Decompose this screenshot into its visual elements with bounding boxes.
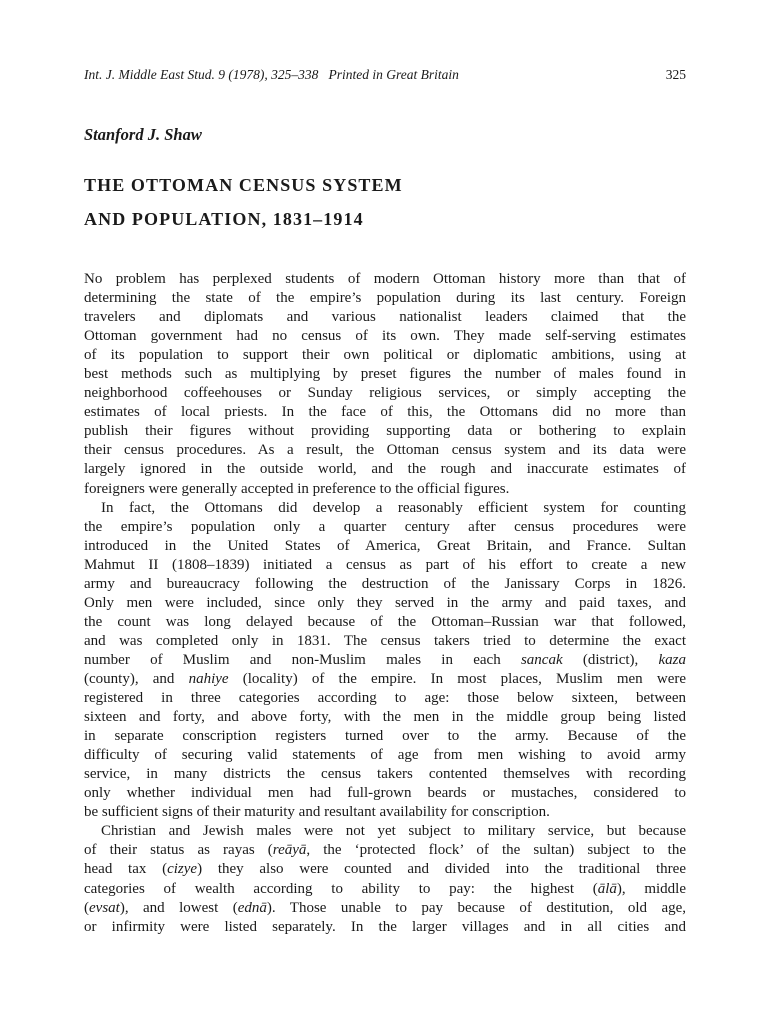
body-line: in separate conscription registers turned over to the army. Because of the: [84, 728, 686, 745]
journal-citation: Int. J. Middle East Stud. 9 (1978), 325–338: [84, 67, 319, 82]
italic-term: reāyā: [272, 842, 307, 859]
body-line: number of Muslim and non-Muslim males in each sancak (district), kaza: [84, 651, 687, 668]
italic-term: evsat: [89, 899, 120, 916]
body-line: and was completed only in 1831. The census takers tried to determine the exact: [84, 632, 686, 649]
body-line: Ottoman government had no census of its own. They made self-serving estimates: [84, 328, 686, 345]
body-line: Only men were included, since only they served in the army and paid taxes, and: [84, 594, 686, 611]
body-line: head tax (cizye) they also were counted and divided into the traditional three: [84, 861, 686, 878]
body-line: of their status as rayas (reāyā, the ‘protected flock’ of the sultan) subject to the: [84, 842, 687, 859]
body-line: largely ignored in the outside world, and the rough and inaccurate estimates of: [84, 461, 686, 478]
body-line: introduced in the United States of America, Great Britain, and France. Sultan: [84, 537, 686, 554]
body-line: army and bureaucracy following the destruction of the Janissary Corps in 1826.: [84, 575, 686, 592]
body-line: their census procedures. As a result, the Ottoman census system and its data were: [84, 442, 686, 459]
body-line: sixteen and forty, and above forty, with the men in the middle group being listed: [84, 709, 686, 726]
body-line: determining the state of the empire’s population during its last century. Foreign: [84, 290, 686, 307]
body-line: service, in many districts the census takers contented themselves with recording: [84, 766, 686, 783]
body-line: Mahmut II (1808–1839) initiated a census as part of his effort to create a new: [84, 556, 686, 573]
body-line: the count was long delayed because of the Ottoman–Russian war that followed,: [84, 613, 686, 630]
body-line: or infirmity were listed separately. In the larger villages and in all cities and: [84, 918, 686, 935]
body-line: neighborhood coffeehouses or Sunday religious services, or simply accepting the: [84, 385, 686, 402]
article-title-line-2: AND POPULATION, 1831–1914: [84, 209, 364, 229]
body-line: only whether individual men had full-grown beards or mustaches, considered to: [84, 785, 686, 802]
body-line: foreigners were generally accepted in preference to the official figures.: [84, 480, 510, 497]
author-name: Stanford J. Shaw: [84, 125, 202, 144]
printed-in: Printed in Great Britain: [328, 67, 459, 82]
running-head-left: [84, 65, 459, 85]
italic-term: kaza: [658, 651, 687, 668]
body-line: travelers and diplomats and various nationalist leaders claimed that the: [84, 309, 686, 326]
page-number: 325: [665, 67, 686, 82]
body-line: (county), and nahiye (locality) of the empire. In most places, Muslim men were: [84, 670, 687, 687]
body-line: categories of wealth according to ability to pay: the highest (ālā), middle: [84, 880, 686, 897]
body-line: best methods such as multiplying by preset figures the number of males found in: [84, 366, 686, 383]
running-head: [84, 65, 686, 85]
body-line: No problem has perplexed students of modern Ottoman history more than that of: [84, 271, 686, 287]
italic-term: sancak: [520, 651, 563, 668]
body-line: Christian and Jewish males were not yet subject to military service, but because: [101, 823, 686, 840]
article-title: [84, 168, 403, 236]
body-line: estimates of local priests. In the face of this, the Ottomans did no more than: [84, 404, 686, 421]
body-line: difficulty of securing valid statements of age from men wishing to avoid army: [84, 747, 686, 764]
body-line: publish their figures without providing supporting data or bothering to explain: [84, 423, 686, 440]
body-line: be sufficient signs of their maturity and resultant availability for conscription.: [84, 804, 550, 821]
body-text: [84, 270, 686, 937]
italic-term: nahiye: [188, 670, 229, 687]
body-line: In fact, the Ottomans did develop a reasonably efficient system for counting: [101, 499, 686, 516]
body-line: of its population to support their own political or diplomatic ambitions, using at: [84, 347, 686, 364]
body-line: the empire’s population only a quarter century after census procedures were: [84, 518, 686, 535]
italic-term: ālā: [597, 880, 617, 897]
italic-term: ednā: [237, 899, 267, 916]
body-line: (evsat), and lowest (ednā). Those unable to pay because of destitution, old age,: [84, 899, 687, 916]
italic-term: cizye: [167, 861, 198, 878]
body-line: registered in three categories according to age: those below sixteen, between: [84, 690, 686, 707]
article-title-line-1: THE OTTOMAN CENSUS SYSTEM: [84, 175, 403, 195]
